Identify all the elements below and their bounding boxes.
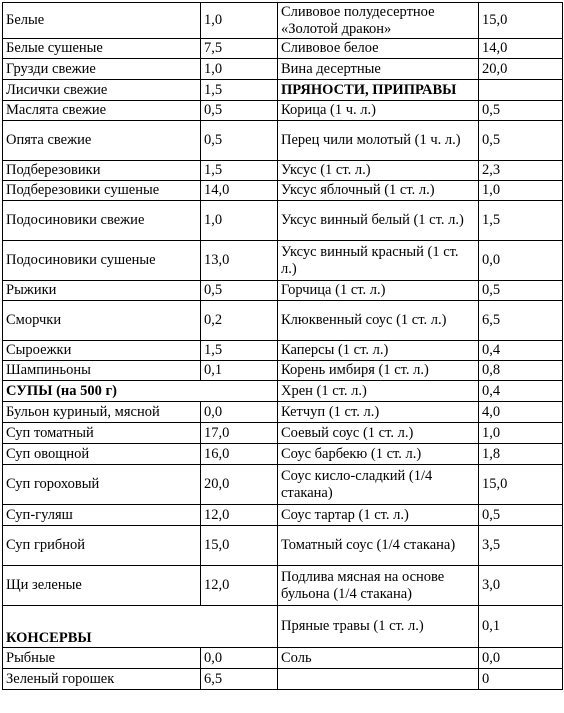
item-value: 0,0 (479, 648, 563, 669)
item-name: Соль (278, 648, 479, 669)
item-value: 4,0 (479, 402, 563, 423)
nutrition-table (2, 2, 563, 690)
table-row (3, 505, 563, 526)
item-value: 0,5 (201, 281, 278, 301)
item-value: 6,5 (479, 301, 563, 341)
table-row (3, 444, 563, 465)
item-name: Соевый соус (1 ст. л.) (278, 423, 479, 444)
item-name: Сливовое белое (278, 39, 479, 59)
item-value: 6,5 (201, 669, 278, 690)
item-value: 15,0 (201, 526, 278, 566)
item-value: 0,2 (201, 301, 278, 341)
item-name: Клюквенный соус (1 ст. л.) (278, 301, 479, 341)
item-value: 0,1 (201, 361, 278, 381)
item-name: Сыроежки (3, 341, 201, 361)
table-row (3, 39, 563, 59)
item-value: 12,0 (201, 566, 278, 606)
table-row (3, 121, 563, 161)
item-value: 0,4 (479, 341, 563, 361)
item-value: 0,0 (479, 241, 563, 281)
item-value: 1,0 (201, 3, 278, 39)
item-value (479, 80, 563, 101)
item-name (278, 669, 479, 690)
item-value: 0,5 (201, 101, 278, 121)
item-name: Каперсы (1 ст. л.) (278, 341, 479, 361)
item-value: 14,0 (479, 39, 563, 59)
item-name: Суп овощной (3, 444, 201, 465)
table-row (3, 301, 563, 341)
item-value: 7,5 (201, 39, 278, 59)
item-name: Кетчуп (1 ст. л.) (278, 402, 479, 423)
item-value: 0,8 (479, 361, 563, 381)
item-name: Уксус яблочный (1 ст. л.) (278, 181, 479, 201)
table-row (3, 465, 563, 505)
item-name: Белые (3, 3, 201, 39)
item-name: Белые сушеные (3, 39, 201, 59)
table-row (3, 402, 563, 423)
item-value: 15,0 (479, 3, 563, 39)
item-name: Подберезовики (3, 161, 201, 181)
item-name: Бульон куриный, мясной (3, 402, 201, 423)
item-value: 0,5 (479, 281, 563, 301)
item-value: 17,0 (201, 423, 278, 444)
table-row (3, 361, 563, 381)
item-value: 0,5 (479, 505, 563, 526)
item-value: 1,0 (479, 181, 563, 201)
item-name: Подлива мясная на основе бульона (1/4 стакана) (278, 566, 479, 606)
table-row (3, 281, 563, 301)
item-name: Корица (1 ч. л.) (278, 101, 479, 121)
item-value: 0,1 (479, 606, 563, 648)
item-name: Соус тартар (1 ст. л.) (278, 505, 479, 526)
item-name: Суп гороховый (3, 465, 201, 505)
item-value: 3,0 (479, 566, 563, 606)
item-value: 15,0 (479, 465, 563, 505)
item-name: Суп томатный (3, 423, 201, 444)
item-name: Горчица (1 ст. л.) (278, 281, 479, 301)
item-value: 1,5 (201, 80, 278, 101)
item-value: 12,0 (201, 505, 278, 526)
table-row (3, 101, 563, 121)
item-value: 1,0 (201, 59, 278, 80)
item-value: 1,5 (201, 341, 278, 361)
item-name: Корень имбиря (1 ст. л.) (278, 361, 479, 381)
item-name: Шампиньоны (3, 361, 201, 381)
table-row (3, 566, 563, 606)
table-row (3, 526, 563, 566)
item-name: Маслята свежие (3, 101, 201, 121)
item-name: Уксус винный красный (1 ст. л.) (278, 241, 479, 281)
section-header: КОНСЕРВЫ (3, 606, 278, 648)
item-name: Суп-гуляш (3, 505, 201, 526)
item-value: 1,0 (479, 423, 563, 444)
item-value: 0,5 (479, 101, 563, 121)
item-name: Сморчки (3, 301, 201, 341)
item-name: Опята свежие (3, 121, 201, 161)
item-value: 1,5 (201, 161, 278, 181)
item-value: 14,0 (201, 181, 278, 201)
item-name: Лисички свежие (3, 80, 201, 101)
table-row (3, 648, 563, 669)
item-name: Подберезовики сушеные (3, 181, 201, 201)
item-name: Соус барбекю (1 ст. л.) (278, 444, 479, 465)
item-name: Сливовое полудесертное «Золотой дракон» (278, 3, 479, 39)
table-row (3, 201, 563, 241)
table-row (3, 59, 563, 80)
item-value: 0,4 (479, 381, 563, 402)
item-value: 0,0 (201, 402, 278, 423)
item-name: Рыбные (3, 648, 201, 669)
item-value: 20,0 (201, 465, 278, 505)
table-body (3, 3, 563, 690)
item-name: Зеленый горошек (3, 669, 201, 690)
table-row (3, 423, 563, 444)
item-value: 1,0 (201, 201, 278, 241)
item-value: 13,0 (201, 241, 278, 281)
item-value: 1,8 (479, 444, 563, 465)
item-value: 0 (479, 669, 563, 690)
table-row (3, 241, 563, 281)
item-name: Соус кисло-сладкий (1/4 стакана) (278, 465, 479, 505)
item-name: Щи зеленые (3, 566, 201, 606)
table-row (3, 181, 563, 201)
section-header: ПРЯНОСТИ, ПРИПРАВЫ (278, 80, 479, 101)
item-value: 3,5 (479, 526, 563, 566)
item-value: 16,0 (201, 444, 278, 465)
item-name: Подосиновики свежие (3, 201, 201, 241)
table-row (3, 3, 563, 39)
item-name: Подосиновики сушеные (3, 241, 201, 281)
item-value: 1,5 (479, 201, 563, 241)
section-header: СУПЫ (на 500 г) (3, 381, 278, 402)
table-row (3, 669, 563, 690)
item-name: Рыжики (3, 281, 201, 301)
table-row (3, 381, 563, 402)
table-row (3, 606, 563, 648)
item-name: Уксус (1 ст. л.) (278, 161, 479, 181)
item-name: Пряные травы (1 ст. л.) (278, 606, 479, 648)
item-value: 0,5 (201, 121, 278, 161)
table-row (3, 161, 563, 181)
item-name: Суп грибной (3, 526, 201, 566)
item-name: Вина десертные (278, 59, 479, 80)
item-value: 0,0 (201, 648, 278, 669)
item-name: Перец чили молотый (1 ч. л.) (278, 121, 479, 161)
item-name: Уксус винный белый (1 ст. л.) (278, 201, 479, 241)
item-name: Хрен (1 ст. л.) (278, 381, 479, 402)
item-value: 0,5 (479, 121, 563, 161)
item-value: 20,0 (479, 59, 563, 80)
item-value: 2,3 (479, 161, 563, 181)
table-row (3, 341, 563, 361)
item-name: Томатный соус (1/4 стакана) (278, 526, 479, 566)
table-row (3, 80, 563, 101)
item-name: Грузди свежие (3, 59, 201, 80)
